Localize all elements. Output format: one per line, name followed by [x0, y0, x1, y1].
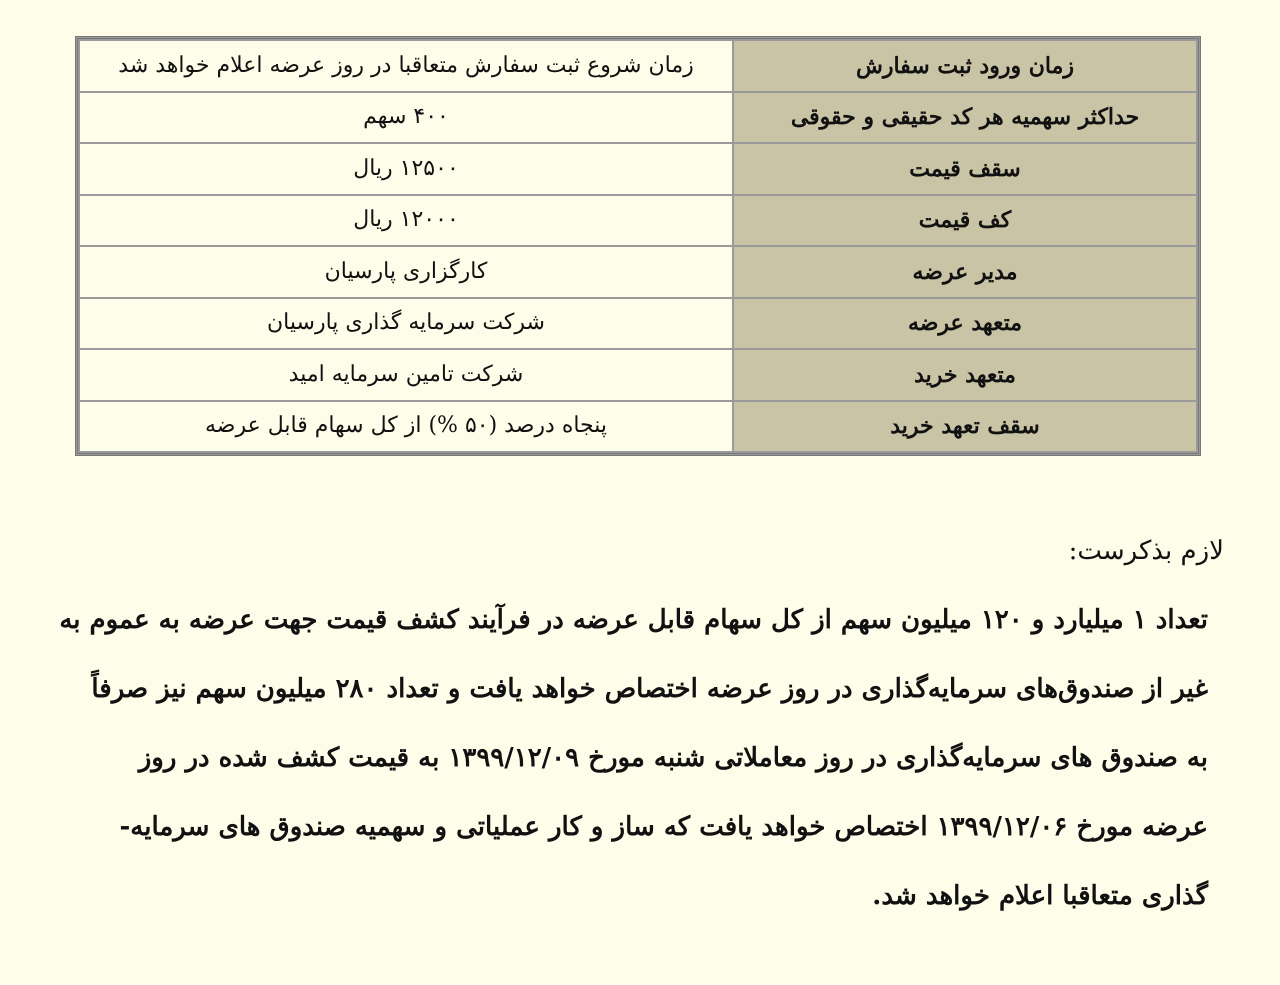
row-value: کارگزاری پارسیان — [80, 247, 732, 297]
table-row — [80, 144, 1196, 194]
row-value: شرکت سرمایه گذاری پارسیان — [80, 299, 732, 349]
paragraph-line: تعداد ۱ میلیارد و ۱۲۰ میلیون سهم از کل سهام قابل عرضه در فرآیند کشف قیمت جهت عرضه به عموم به — [59, 605, 1208, 635]
table-row — [80, 350, 1196, 400]
note-heading: لازم بذکرست: — [1068, 536, 1224, 566]
row-label: سقف تعهد خرید — [734, 402, 1196, 452]
paragraph-line: به صندوق های سرمایه‌گذاری در روز معاملاتی شنبه مورخ ۱۳۹۹/۱۲/۰۹ به قیمت کشف شده در روز — [138, 743, 1208, 773]
row-value: زمان شروع ثبت سفارش متعاقبا در روز عرضه اعلام خواهد شد — [80, 41, 732, 91]
row-label: کف قیمت — [734, 196, 1196, 246]
row-value: ۴۰۰ سهم — [80, 93, 732, 143]
offering-table — [78, 39, 1198, 453]
row-label: زمان ورود ثبت سفارش — [734, 41, 1196, 91]
table-row — [80, 299, 1196, 349]
table-row — [80, 41, 1196, 91]
row-label: متعهد عرضه — [734, 299, 1196, 349]
table-row — [80, 196, 1196, 246]
row-value: ۱۲۰۰۰ ریال — [80, 196, 732, 246]
table-row — [80, 247, 1196, 297]
note-paragraph — [59, 598, 1208, 943]
row-value: ۱۲۵۰۰ ریال — [80, 144, 732, 194]
paragraph-line: گذاری متعاقبا اعلام خواهد شد. — [872, 881, 1208, 911]
row-label: مدیر عرضه — [734, 247, 1196, 297]
row-value: پنجاه درصد (۵۰ %) از کل سهام قابل عرضه — [80, 402, 732, 452]
paragraph-line: عرضه مورخ ۱۳۹۹/۱۲/۰۶ اختصاص خواهد یافت که ساز و کار عملیاتی و سهمیه صندوق های سرمایه- — [119, 812, 1208, 842]
paragraph-line: غیر از صندوق‌های سرمایه‌گذاری در روز عرضه اختصاص خواهد یافت و تعداد ۲۸۰ میلیون سهم نیز صرفاً — [91, 674, 1208, 704]
table-row — [80, 93, 1196, 143]
row-value: شرکت تامین سرمایه امید — [80, 350, 732, 400]
row-label: متعهد خرید — [734, 350, 1196, 400]
row-label: سقف قیمت — [734, 144, 1196, 194]
table-row — [80, 402, 1196, 452]
offering-details-table — [75, 36, 1201, 456]
row-label: حداکثر سهمیه هر کد حقیقی و حقوقی — [734, 93, 1196, 143]
